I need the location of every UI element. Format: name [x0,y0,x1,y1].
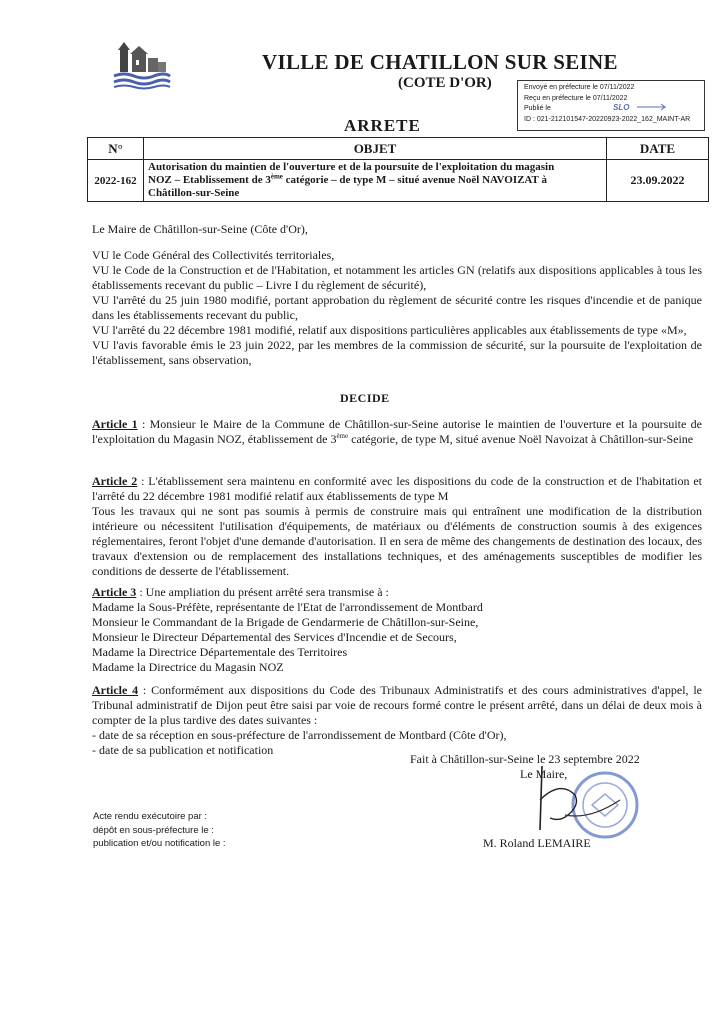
article-4-label: Article 4 [92,683,139,697]
recipient-2: Monsieur le Commandant de la Brigade de Gendarmerie de Châtillon-sur-Seine, [92,615,479,629]
mayor-role: Le Maire, [520,767,568,781]
article-3-text: : Une ampliation du présent arrêté sera transmise à : [136,585,389,599]
place-date: Fait à Châtillon-sur-Seine le 23 septembre 2022 [410,752,640,766]
object-line-1: Autorisation du maintien de l'ouverture et de la poursuite de l'exploitation du magasin [148,161,555,173]
document-type: ARRETE [344,116,421,135]
footer-line-3: publication et/ou notification le : [93,838,226,849]
vu-3: VU l'arrêté du 25 juin 1980 modifié, portant approbation du règlement de sécurité contre les risques d'incendie et de panique dans les établissements recevant du public, [92,293,702,322]
article-4-item-1: - date de sa réception en sous-préfecture de l'arrondissement de Montbard (Côte d'Or), [92,728,507,742]
town-logo [112,40,172,90]
department-label: (COTE D'OR) [398,75,492,91]
stamp-line-published: Publié le [524,105,551,112]
stamp-line-received: Reçu en préfecture le 07/11/2022 [524,94,628,102]
article-4-text: : Conformément aux dispositions du Code des Tribunaux Administratifs et des cours administratives d'appel, le Tribunal administratif de Dijon peut être saisi par voie de recours formé contre le présent arrêté, dans un délai de deux mois à compter de la plus tardive des dates suivantes : [92,683,702,727]
recipient-1: Madame la Sous-Préfète, représentante de l'Etat de l'arrondissement de Montbard [92,600,483,614]
stamp-line-id: ID : 021-212101547-20220923-2022_162_MAINT-AR [524,115,691,123]
object-line-2b: catégorie – de type M – situé avenue Noël NAVOIZAT à [282,174,547,186]
col-header-object: OBJET [144,138,607,160]
article-3-label: Article 3 [92,585,137,599]
article-2-text: : L'établissement sera maintenu en conformité avec les dispositions du code de la construction et de l'habitation et l'arrêté du 22 décembre 1981 modifié relatif aux établissements de type M [92,474,702,503]
article-1-sup: ème [336,432,349,440]
object-sup: ème [270,172,283,181]
object-line-2a: NOZ – Etablissement de 3 [148,174,271,186]
footer-line-2: dépôt en sous-préfecture le : [93,824,214,836]
article-1-text-a: : Monsieur le Maire de la Commune de Châtillon-sur-Seine autorise le maintien de l'ouverture et la poursuite de l'exploitation du Magasin NOZ, établissement de 3 [92,417,702,446]
recipient-4: Madame la Directrice Départementale des Territoires [92,645,348,659]
article-4 [92,683,702,758]
signer-name: M. Roland LEMAIRE [483,836,591,850]
prefecture-stamp [517,80,705,131]
article-2-text-2: Tous les travaux qui ne sont pas soumis à permis de construire mais qui entraînent une modification de la distribution intérieure ou nécessitent l'utilisation d'équipements, de matériaux ou d'éléments de construction soumis à des exigences réglementaires, feront l'objet d'une demande d'autorisation. Il en sera de même des changements de destination des locaux, des travaux d'extension ou de remplacement des installations techniques, et des aménagements susceptibles de modifier les conditions de desserte de l'établissement. [92,504,702,578]
arrete-number: 2022-162 [88,160,144,202]
vu-4: VU l'arrêté du 22 décembre 1981 modifié, relatif aux dispositions particulières applicables aux établissements de type «M», [92,323,687,337]
vu-2: VU le Code de la Construction et de l'Habitation, et notamment les articles GN (relatifs aux dispositions applicables à tous les établissements recevant du public – Livre I du règlement de sécurité), [92,263,702,292]
col-header-number: N° [88,138,144,160]
article-4-item-2: - date de sa publication et notification [92,743,274,757]
article-2 [92,474,702,579]
enforcement-notes [93,810,226,851]
intro-line: Le Maire de Châtillon-sur-Seine (Côte d'Or), [92,222,308,236]
arrete-date: 23.09.2022 [607,160,709,202]
town-title: VILLE DE CHATILLON SUR SEINE [262,50,618,74]
handwritten-signature [520,760,640,840]
article-1-text-b: catégorie, de type M, situé avenue Noël Navoizat à Châtillon-sur-Seine [348,432,694,446]
recipient-3: Monsieur le Directeur Départemental des Services d'Incendie et de Secours, [92,630,457,644]
article-1 [92,417,702,447]
vu-block [92,248,702,368]
footer-line-1: Acte rendu exécutoire par : [93,811,208,822]
article-1-label: Article 1 [92,417,138,431]
article-3 [92,585,702,675]
article-2-label: Article 2 [92,474,138,488]
arrete-object [144,160,607,202]
vu-5: VU l'avis favorable émis le 23 juin 2022, par les membres de la commission de sécurité, sur la poursuite de l'exploitation de l'établissement, sans observation, [92,338,702,367]
col-header-date: DATE [607,138,709,160]
arrete-summary-table [87,137,709,202]
slo-logo-text: SLO [613,103,630,111]
stamp-line-sent: Envoyé en préfecture le 07/11/2022 [524,84,635,91]
decide-heading: DECIDE [340,391,390,405]
recipient-5: Madame la Directrice du Magasin NOZ [92,660,284,674]
vu-1: VU le Code Général des Collectivités territoriales, [92,248,335,262]
slo-logo [613,103,668,111]
object-line-3: Châtillon-sur-Seine [148,187,240,199]
